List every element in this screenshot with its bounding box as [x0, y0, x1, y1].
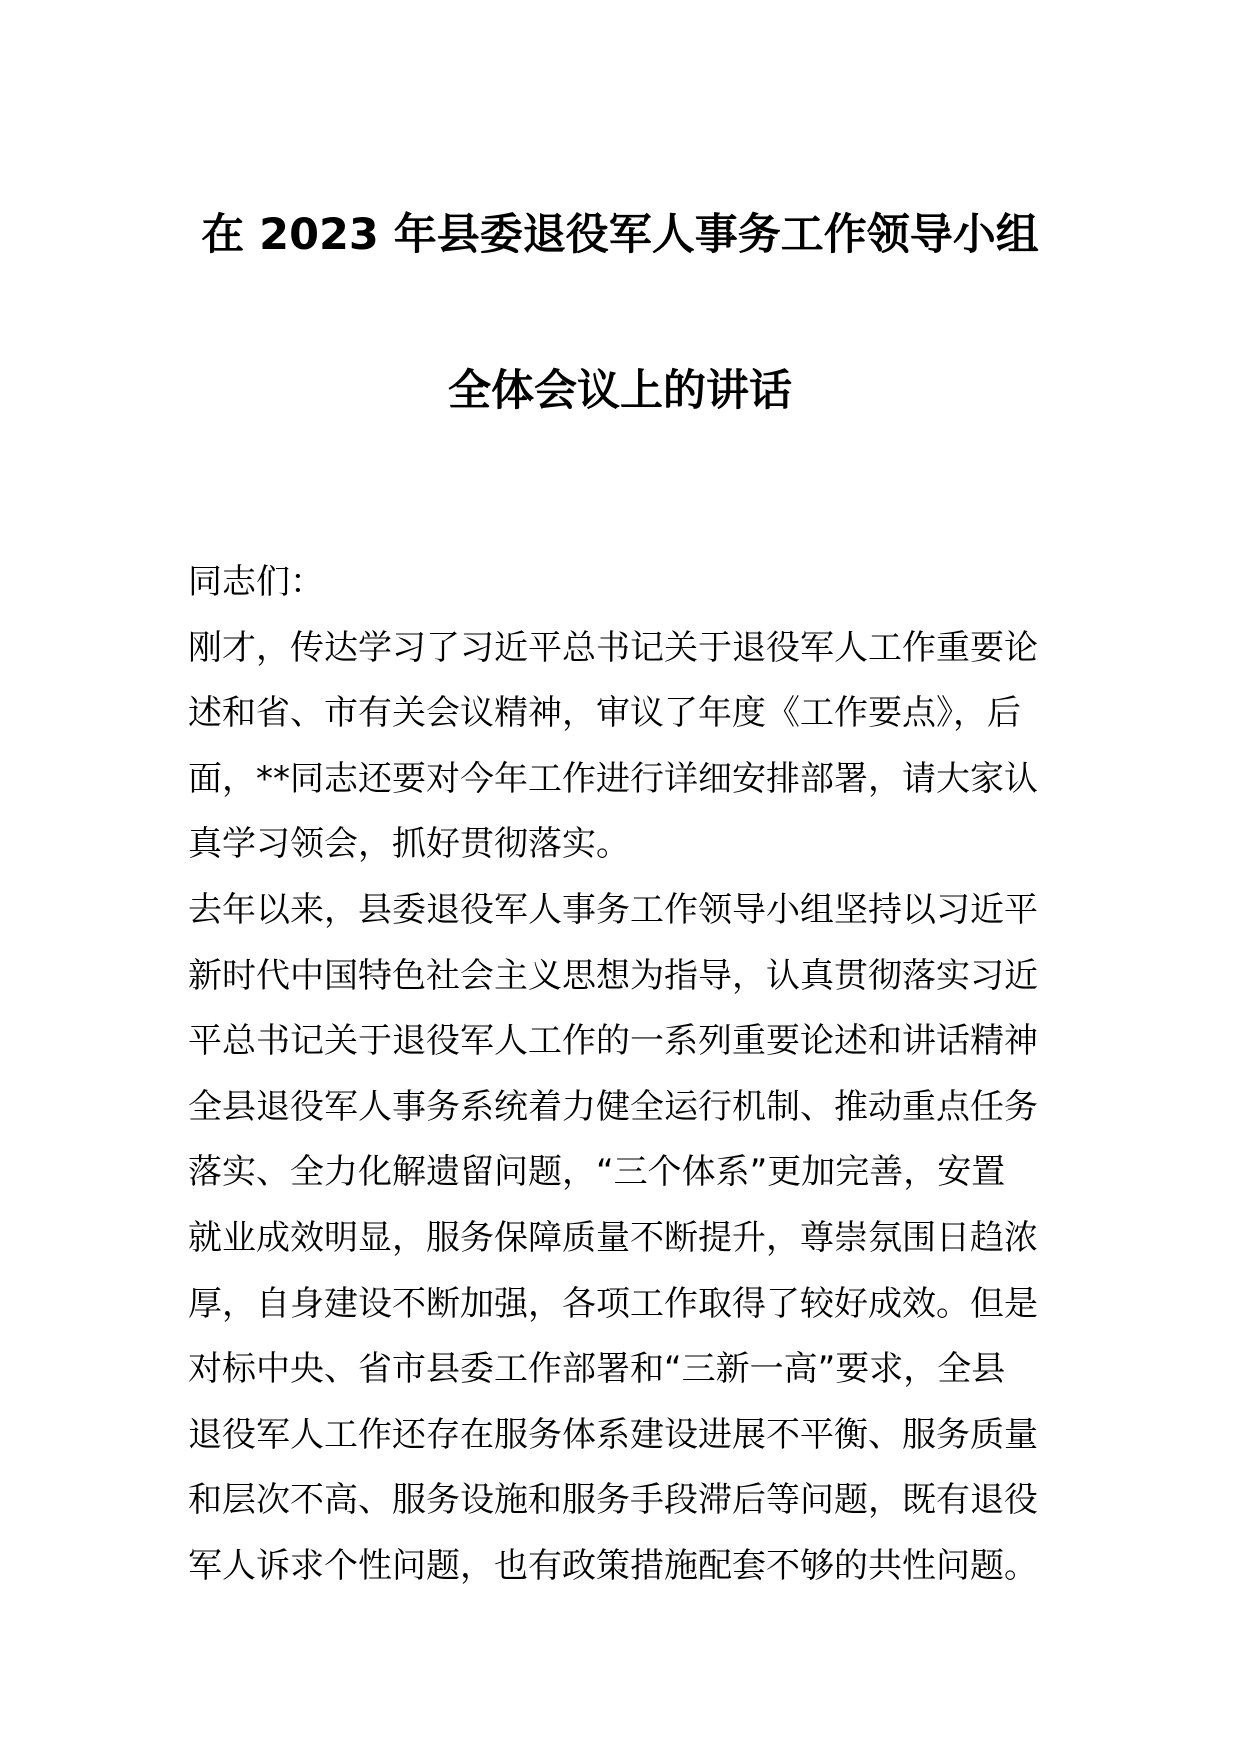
body-line: 去年以来，县委退役军人事务工作领导小组坚持以习近平: [188, 889, 1038, 930]
salutation: 同志们：: [188, 562, 324, 602]
document-title-line-2: 全体会议上的讲话: [448, 366, 792, 416]
speech-body: [188, 550, 1058, 1600]
body-line: 刚才，传达学习了习近平总书记关于退役军人工作重要论: [188, 627, 1038, 668]
body-line: 新时代中国特色社会主义思想为指导，认真贯彻落实习近: [188, 955, 1038, 996]
body-line: 和层次不高、服务设施和服务手段滞后等问题，既有退役: [188, 1480, 1038, 1521]
body-line: 退役军人工作还存在服务体系建设进展不平衡、服务质量: [188, 1414, 1038, 1455]
body-line: 军人诉求个性问题，也有政策措施配套不够的共性问题。: [188, 1545, 1038, 1586]
body-line: 面，**同志还要对今年工作进行详细安排部署，请大家认: [188, 758, 1038, 799]
body-line: 落实、全力化解遗留问题，“三个体系”更加完善，安置: [188, 1152, 1006, 1193]
body-line: 对标中央、省市县委工作部署和“三新一高”要求，全县: [188, 1349, 1006, 1390]
body-line: 真学习领会，抓好贯彻落实。: [188, 824, 630, 865]
body-line: 全县退役军人事务系统着力健全运行机制、推动重点任务: [188, 1086, 1038, 1127]
body-line: 厚，自身建设不断加强，各项工作取得了较好成效。但是: [188, 1283, 1038, 1324]
body-line: 述和省、市有关会议精神，审议了年度《工作要点》，后: [188, 693, 1021, 734]
document-title-line-1: 在 2023 年县委退役军人事务工作领导小组: [201, 210, 1039, 260]
body-line: 平总书记关于退役军人工作的一系列重要论述和讲话精神: [188, 1021, 1038, 1062]
body-line: 就业成效明显，服务保障质量不断提升，尊崇氛围日趋浓: [188, 1217, 1038, 1258]
